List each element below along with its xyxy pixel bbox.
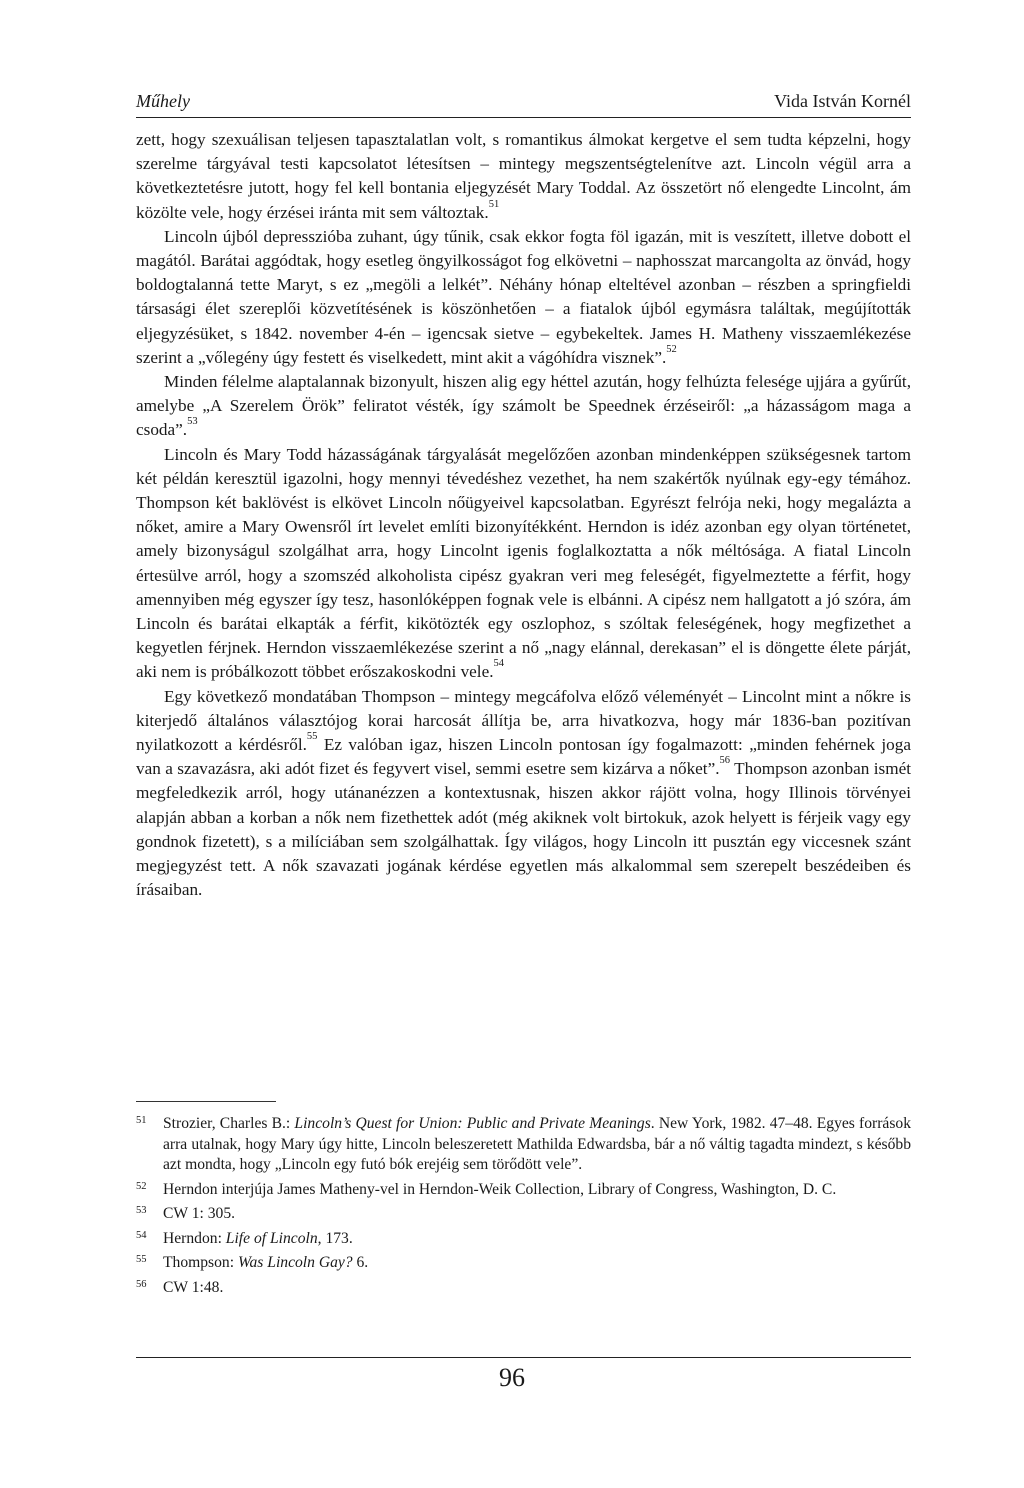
footnote-text: Herndon:	[163, 1229, 226, 1247]
page-number: 96	[499, 1363, 525, 1392]
paragraph	[136, 225, 911, 370]
paragraph-text: zett, hogy szexuálisan teljesen tapasztalatlan volt, s romantikus álmokat kergetve el sem tudta képzelni, hogy szerelme tárgyával testi kapcsolatot létesítsen – mintegy megszentségtelenítve azt. Lincoln végül arra a következtetésre jutott, hogy fel kell bontania eljegyzését Mary Toddal. Az összetört nő elengedte Lincolnt, ám közölte vele, hogy érzései iránta mit sem változtak.	[136, 130, 911, 222]
footnote-text: Thompson:	[163, 1254, 238, 1271]
footnote-number: 56	[136, 1278, 147, 1290]
footnote-ref[interactable]: 52	[666, 343, 677, 355]
footnote-ref[interactable]: 51	[488, 198, 500, 210]
footnote-text: Herndon interjúja James Matheny-vel in Herndon-Weik Collection, Library of Congress, Washington, D. C.	[163, 1180, 837, 1198]
footnote-number: 52	[136, 1180, 147, 1192]
footnote-number: 54	[136, 1229, 147, 1241]
paragraph-text: Ez valóban igaz, hiszen Lincoln pontosan így fogalmazott: „minden fehérnek joga van a szavazásra, aki adót fizet és fegyvert visel, semmi esetre sem kizárva a nőket”.	[136, 735, 911, 779]
footnote	[136, 1204, 911, 1225]
footnote-ref[interactable]: 54	[493, 658, 505, 670]
footnote-text: , 173.	[317, 1229, 353, 1247]
paragraph-text: Lincoln és Mary Todd házasságának tárgyalását megelőzően azonban mindenképpen szükségesnek tartom két példán keresztül igazolni, hogy mennyi tévedéshez vezethet, ha nem szakértők nyúlnak egy-egy témához. Thompson két baklövést is elkövet Lincoln nőügyeivel kapcsolatban. Egyrészt felrója neki, hogy megalázta a nőket, amire a Mary Owensről írt levelet említi bizonyítékként. Herndon is idéz azonban egy olyan történetet, amely bizonyságul szolgálhat arra, hogy Lincolnt igenis foglalkoztatta a nők méltósága. A fiatal Lincoln értesülve arról, hogy a szomszéd alkoholista cipész gyakran veri meg feleségét, figyelmeztette a férfit, hogy amennyiben még egyszer így tesz, hasonlóképpen fognak vele is elbánni. A cipész nem hallgatott a jó szóra, ám Lincoln és barátai elkapták a férfit, kikötözték egy oszlophoz, s szóltak feleségének, hogy megfizethet a kegyetlen férjnek. Herndon visszaemlékezése szerint a nő „nagy elánnal, derekasan” el is döngette élete párját, aki nem is próbálkozott többet erőszakoskodni vele.	[136, 444, 911, 682]
footnote	[136, 1229, 911, 1250]
footer-divider	[136, 1357, 911, 1358]
paragraph-text: Thompson azonban ismét megfeledkezik arról, hogy utánanézzen a kontextusnak, hiszen akkor rájött volna, hogy Illinois törvényei alapján abban a korban a nők nem fizethettek adót (még akiknek volt birtokuk, azok helyett is férjeik vagy egy gondnok fizetett), s a milíciában sem szolgálhattak. Így világos, hogy Lincoln itt pusztán egy viccesnek szánt megjegyzést tett. A nők szavazati jogának kérdése egyetlen más alkalommal sem szerepelt beszédeiben és írásaiban.	[136, 759, 911, 900]
footnote-ref[interactable]: 53	[187, 416, 198, 428]
footnote-title: Was Lincoln Gay?	[237, 1254, 353, 1271]
paragraph	[136, 685, 911, 903]
footnote	[136, 1180, 911, 1201]
footnote	[136, 1253, 911, 1274]
header-section-title: Műhely	[136, 91, 190, 111]
footnote	[136, 1278, 911, 1299]
footnote-title: Life of Lincoln	[225, 1229, 318, 1247]
footnote-ref[interactable]: 56	[719, 755, 730, 767]
paragraph	[136, 370, 911, 443]
footnote-text: 6.	[352, 1254, 369, 1271]
header-author: Vida István Kornél	[774, 91, 911, 111]
header-divider	[136, 117, 911, 118]
footnotes	[136, 1114, 911, 1302]
paragraph	[136, 128, 911, 225]
footnote-number: 53	[136, 1205, 147, 1216]
footnote-text: Strozier, Charles B.:	[163, 1115, 295, 1132]
paragraph-text: Lincoln újból depresszióba zuhant, úgy tűnik, csak ekkor fogta föl igazán, mit is veszített, illetve dobott el magától. Barátai aggódtak, hogy esetleg öngyilkosságot fog elkövetni – naphosszat marcangolta az önvád, hogy boldogtalanná tette Maryt, s ez „megöli a lelkét”. Néhány hónap elteltével azonban – részben a springfieldi társasági élet szereplői közvetítésének is köszönhetően – a fiatalok újból egymásra találtak, megújították eljegyzésüket, s 1842. november 4-én – igencsak sietve – egybekeltek. James H. Matheny visszaemlékezése szerint a „vőlegény úgy festett és viselkedett, mint akit a vágóhídra visznek”.	[136, 226, 911, 367]
footnote-number: 55	[136, 1254, 147, 1265]
footnote-ref[interactable]: 55	[306, 731, 318, 743]
footnote-text: CW 1:48.	[163, 1278, 224, 1296]
footnote	[136, 1114, 911, 1176]
footnote-number: 51	[136, 1115, 147, 1126]
paragraph-text: Egy következő mondatában Thompson – mintegy megcáfolva előző véleményét – Lincolnt mint a nőkre is kiterjedő általános választójog korai harcosát állítja be, arra hivatkozva, hogy már 1836-ban pozitívan nyilatkozott a kérdésről.	[136, 686, 911, 755]
main-text	[136, 128, 911, 903]
paragraph	[136, 443, 911, 685]
footnote-text: CW 1: 305.	[163, 1205, 236, 1222]
footnote-title: Lincoln’s Quest for Union: Public and Private Meanings	[294, 1115, 651, 1132]
footnote-divider	[136, 1101, 276, 1102]
running-header	[136, 90, 911, 112]
paragraph-text: Minden félelme alaptalannak bizonyult, hiszen alig egy héttel azután, hogy felhúzta felesége ujjára a gyűrűt, amelybe „A Szerelem Örök” feliratot vésték, így számolt be Speednek érzéseiről: „a házasságom maga a csoda”.	[136, 372, 911, 440]
footnote-text: . New York, 1982. 47–48. Egyes források arra utalnak, hogy Mary úgy hitte, Lincoln beleszeretett Mathilda Edwardsba, bár a nő váltig tagadta mindezt, s később azt mondta, hogy „Lincoln egy futó bók erejéig sem törődött vele”.	[163, 1115, 911, 1173]
